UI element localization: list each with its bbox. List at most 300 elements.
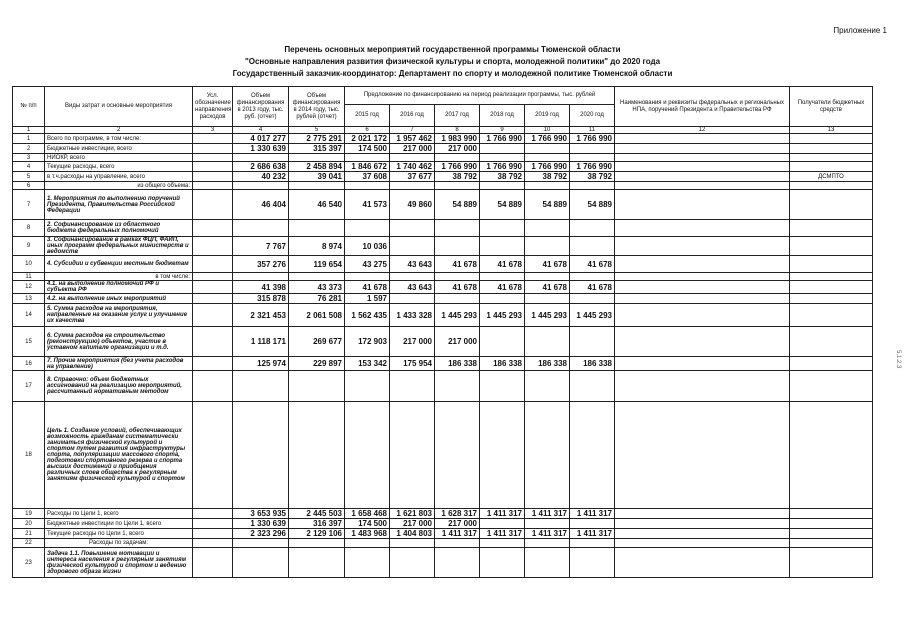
table-body [13,134,873,578]
table-row [13,182,873,190]
row-recipient-cell [790,162,873,172]
value-cell: 8 974 [289,237,345,256]
row-conditional-cell [193,304,233,327]
table-row [13,509,873,519]
row-name: 3. Софинансирование в рамках ФЦП, ФАИП, иных программ федеральных министерств и ведомств [45,237,193,256]
row-recipient-cell [790,519,873,529]
value-cell: 41 678 [570,281,615,294]
value-cell [289,220,345,237]
value-cell [435,273,480,281]
value-cell: 174 500 [345,144,390,154]
value-cell [525,182,570,190]
row-name: 8. Справочно: объем бюджетных ассигнований на реализацию мероприятий, рассчитанный нормативным методом [45,371,193,402]
value-cell [289,273,345,281]
value-cell: 217 000 [435,327,480,357]
value-cell: 269 677 [289,327,345,357]
value-cell: 38 792 [525,172,570,182]
value-cell [525,154,570,162]
row-conditional-cell [193,519,233,529]
value-cell: 1 445 293 [435,304,480,327]
value-cell: 1 621 803 [390,509,435,519]
value-cell [570,154,615,162]
value-cell: 357 276 [233,256,289,273]
column-number-cell: 9 [480,127,525,134]
activities-table [12,86,873,578]
value-cell: 1 846 672 [345,162,390,172]
value-cell: 217 000 [435,144,480,154]
col-header-conditional: Усл. обозначение направления расходов [193,87,233,127]
row-recipient-cell [790,357,873,371]
row-recipient-cell [790,182,873,190]
row-number: 10 [13,256,45,273]
value-cell [480,220,525,237]
value-cell: 41 678 [435,281,480,294]
value-cell: 41 573 [345,190,390,220]
value-cell [480,237,525,256]
appendix-label: Приложение 1 [833,26,887,35]
row-name: Расходы по задачам: [45,539,193,548]
value-cell: 1 597 [345,294,390,304]
row-conditional-cell [193,190,233,220]
row-number: 11 [13,273,45,281]
column-number-cell: 2 [45,127,193,134]
value-cell: 316 397 [289,519,345,529]
row-conditional-cell [193,182,233,190]
value-cell: 46 540 [289,190,345,220]
row-acts-cell [615,519,790,529]
row-number: 17 [13,371,45,402]
value-cell: 1 433 328 [390,304,435,327]
value-cell: 38 792 [570,172,615,182]
value-cell [345,154,390,162]
row-conditional-cell [193,509,233,519]
col-header-2018: 2018 год [480,105,525,127]
row-recipient-cell [790,304,873,327]
value-cell [570,220,615,237]
row-acts-cell [615,529,790,539]
value-cell [390,548,435,578]
value-cell: 38 792 [480,172,525,182]
row-number: 18 [13,402,45,509]
value-cell: 1 411 317 [435,529,480,539]
value-cell [435,539,480,548]
col-header-forecast: Предложение по финансированию на период реализации программы, тыс. рублей [345,87,615,105]
value-cell: 43 643 [390,281,435,294]
column-number-cell: 1 [13,127,45,134]
col-header-acts: Наименования и реквизиты федеральных и региональных НПА, поручений Президента и Правительства РФ [615,87,790,127]
row-conditional-cell [193,162,233,172]
row-recipient-cell [790,529,873,539]
value-cell: 37 677 [390,172,435,182]
value-cell [390,220,435,237]
value-cell [233,220,289,237]
row-number: 3 [13,154,45,162]
value-cell: 7 767 [233,237,289,256]
value-cell: 1 983 990 [435,134,480,144]
row-name: Текущие расходы по Цели 1, всего [45,529,193,539]
row-acts-cell [615,548,790,578]
row-acts-cell [615,144,790,154]
value-cell: 217 000 [390,144,435,154]
col-header-recipients: Получатели бюджетных средств [790,87,873,127]
table-row [13,294,873,304]
value-cell: 1 411 317 [570,529,615,539]
value-cell [480,182,525,190]
row-number: 23 [13,548,45,578]
value-cell: 1 445 293 [570,304,615,327]
value-cell: 1 957 462 [390,134,435,144]
row-acts-cell [615,304,790,327]
value-cell [435,154,480,162]
row-conditional-cell [193,357,233,371]
row-acts-cell [615,256,790,273]
table-row [13,190,873,220]
value-cell [435,371,480,402]
value-cell: 43 373 [289,281,345,294]
row-conditional-cell [193,154,233,162]
value-cell: 2 775 291 [289,134,345,144]
table-row [13,281,873,294]
value-cell [525,237,570,256]
value-cell: 1 766 990 [525,134,570,144]
value-cell [570,273,615,281]
col-header-2013: Объем финансирования в 2013 году, тыс. руб. (отчет) [233,87,289,127]
value-cell: 1 330 639 [233,519,289,529]
row-conditional-cell [193,529,233,539]
value-cell [289,154,345,162]
value-cell [570,519,615,529]
value-cell [289,402,345,509]
col-header-2016: 2016 год [390,105,435,127]
row-number: 7 [13,190,45,220]
row-number: 14 [13,304,45,327]
row-acts-cell [615,182,790,190]
side-mark: 5.1.2.3 [895,350,901,369]
row-number: 21 [13,529,45,539]
row-conditional-cell [193,402,233,509]
value-cell [390,273,435,281]
value-cell [570,327,615,357]
value-cell: 1 411 317 [570,509,615,519]
row-name: Бюджетные инвестиции, всего [45,144,193,154]
col-header-2019: 2019 год [525,105,570,127]
col-header-2017: 2017 год [435,105,480,127]
value-cell: 1 766 990 [480,162,525,172]
column-number-cell: 3 [193,127,233,134]
row-acts-cell [615,134,790,144]
value-cell: 2 021 172 [345,134,390,144]
row-recipient-cell [790,539,873,548]
value-cell: 1 562 435 [345,304,390,327]
value-cell: 186 338 [480,357,525,371]
table-row [13,256,873,273]
row-conditional-cell [193,172,233,182]
value-cell: 1 411 317 [525,509,570,519]
value-cell: 41 678 [525,256,570,273]
row-conditional-cell [193,548,233,578]
row-conditional-cell [193,144,233,154]
value-cell [233,371,289,402]
value-cell: 1 445 293 [480,304,525,327]
row-name: в т.ч.расходы на управление, всего [45,172,193,182]
value-cell: 217 000 [435,519,480,529]
value-cell [435,294,480,304]
value-cell [233,539,289,548]
value-cell: 41 678 [570,256,615,273]
value-cell: 4 017 277 [233,134,289,144]
table-row [13,273,873,281]
value-cell: 174 500 [345,519,390,529]
value-cell: 1 628 317 [435,509,480,519]
value-cell: 41 398 [233,281,289,294]
value-cell: 172 903 [345,327,390,357]
col-header-num: № п/п [13,87,45,127]
row-number: 1 [13,134,45,144]
value-cell: 54 889 [480,190,525,220]
row-recipient-cell [790,548,873,578]
value-cell [525,273,570,281]
table-row [13,548,873,578]
value-cell [480,548,525,578]
value-cell: 1 445 293 [525,304,570,327]
row-name: из общего объема: [45,182,193,190]
activities-table-wrapper [12,86,873,578]
value-cell: 153 342 [345,357,390,371]
value-cell: 41 678 [525,281,570,294]
row-number: 16 [13,357,45,371]
row-recipient-cell [790,144,873,154]
value-cell [480,273,525,281]
value-cell [233,154,289,162]
value-cell [525,294,570,304]
value-cell: 1 740 462 [390,162,435,172]
value-cell [525,144,570,154]
row-recipient-cell [790,509,873,519]
value-cell: 2 061 508 [289,304,345,327]
table-row [13,539,873,548]
row-name: 1. Мероприятия по выполнению поручений Президента, Правительства Российской Федерации [45,190,193,220]
row-name: 4. Субсидии и субвенции местным бюджетам [45,256,193,273]
value-cell: 54 889 [435,190,480,220]
value-cell [525,519,570,529]
value-cell: 2 445 503 [289,509,345,519]
row-recipient-cell [790,237,873,256]
value-cell: 39 041 [289,172,345,182]
row-acts-cell [615,273,790,281]
value-cell [390,539,435,548]
row-name: 4.2. на выполнение иных мероприятий [45,294,193,304]
value-cell [390,154,435,162]
row-number: 13 [13,294,45,304]
value-cell: 76 281 [289,294,345,304]
value-cell: 175 954 [390,357,435,371]
value-cell: 1 766 990 [480,134,525,144]
row-conditional-cell [193,134,233,144]
value-cell [345,220,390,237]
row-name: Бюджетные инвестиции по Цели 1, всего [45,519,193,529]
row-acts-cell [615,294,790,304]
value-cell: 1 411 317 [480,529,525,539]
value-cell [570,294,615,304]
value-cell [480,144,525,154]
row-name: 5. Сумма расходов на мероприятия, направленные на оказание услуг и улучшение их качества [45,304,193,327]
row-recipient-cell: ДСМПТО [790,172,873,182]
column-number-cell: 11 [570,127,615,134]
table-row [13,357,873,371]
table-row [13,304,873,327]
table-row [13,154,873,162]
row-conditional-cell [193,539,233,548]
value-cell: 49 860 [390,190,435,220]
value-cell: 1 766 990 [570,162,615,172]
value-cell: 119 654 [289,256,345,273]
row-number: 19 [13,509,45,519]
value-cell [525,371,570,402]
value-cell: 2 321 453 [233,304,289,327]
row-conditional-cell [193,273,233,281]
row-conditional-cell [193,294,233,304]
table-row [13,371,873,402]
value-cell: 1 411 317 [525,529,570,539]
value-cell [233,182,289,190]
value-cell [289,539,345,548]
row-recipient-cell [790,220,873,237]
value-cell: 54 889 [570,190,615,220]
row-conditional-cell [193,256,233,273]
header-line-2: "Основные направления развития физической культуры и спорта, молодежной политики" до 2020 года [244,57,661,66]
row-number: 20 [13,519,45,529]
row-number: 12 [13,281,45,294]
value-cell [390,371,435,402]
table-row [13,237,873,256]
col-header-2015: 2015 год [345,105,390,127]
row-acts-cell [615,220,790,237]
value-cell [345,182,390,190]
value-cell [570,144,615,154]
value-cell: 41 678 [345,281,390,294]
row-name: 6. Сумма расходов на строительство (реконструкцию) объектов, участие в уставном капитале организации и т.д. [45,327,193,357]
row-recipient-cell [790,402,873,509]
value-cell [525,402,570,509]
value-cell [345,371,390,402]
table-row [13,162,873,172]
value-cell: 1 766 990 [570,134,615,144]
value-cell: 2 129 106 [289,529,345,539]
value-cell [570,539,615,548]
value-cell [233,402,289,509]
value-cell [345,539,390,548]
column-number-cell: 10 [525,127,570,134]
row-acts-cell [615,237,790,256]
row-name: Текущие расходы, всего [45,162,193,172]
value-cell: 1 118 171 [233,327,289,357]
row-conditional-cell [193,281,233,294]
row-conditional-cell [193,220,233,237]
column-number-cell: 8 [435,127,480,134]
row-acts-cell [615,281,790,294]
value-cell [525,539,570,548]
table-row [13,134,873,144]
value-cell [570,237,615,256]
table-row [13,529,873,539]
value-cell: 41 678 [480,281,525,294]
row-acts-cell [615,172,790,182]
value-cell: 186 338 [435,357,480,371]
value-cell: 1 766 990 [525,162,570,172]
column-number-cell: 5 [289,127,345,134]
column-number-cell: 12 [615,127,790,134]
row-recipient-cell [790,371,873,402]
row-recipient-cell [790,134,873,144]
col-header-types: Виды затрат и основные мероприятия [45,87,193,127]
value-cell [390,182,435,190]
row-name: НИОКР, всего [45,154,193,162]
value-cell [435,182,480,190]
value-cell [390,402,435,509]
table-row [13,172,873,182]
value-cell [480,539,525,548]
value-cell [480,371,525,402]
value-cell: 3 653 935 [233,509,289,519]
row-recipient-cell [790,273,873,281]
value-cell: 2 458 894 [289,162,345,172]
row-name: Задача 1.1. Повышение мотивации и интереса населения к регулярным занятиям физической культурой и спортом и ведению здорового образа жизни [45,548,193,578]
column-number-cell: 7 [390,127,435,134]
row-acts-cell [615,357,790,371]
value-cell: 40 232 [233,172,289,182]
row-number: 15 [13,327,45,357]
value-cell: 217 000 [390,519,435,529]
table-row [13,402,873,509]
value-cell: 186 338 [525,357,570,371]
value-cell [525,548,570,578]
value-cell: 315 878 [233,294,289,304]
value-cell: 1 658 468 [345,509,390,519]
value-cell: 1 404 803 [390,529,435,539]
column-number-cell: 13 [790,127,873,134]
row-acts-cell [615,371,790,402]
header-line-1: Перечень основных мероприятий государственной программы Тюменской области [284,45,621,54]
row-recipient-cell [790,154,873,162]
value-cell: 1 766 990 [435,162,480,172]
value-cell [233,273,289,281]
row-acts-cell [615,162,790,172]
value-cell [289,182,345,190]
value-cell [435,237,480,256]
value-cell: 2 323 296 [233,529,289,539]
row-number: 22 [13,539,45,548]
value-cell [570,402,615,509]
row-name: 2. Софинансирование из областного бюджета федеральных полномочий [45,220,193,237]
value-cell: 37 608 [345,172,390,182]
row-conditional-cell [193,371,233,402]
value-cell [570,371,615,402]
value-cell: 1 411 317 [480,509,525,519]
column-number-cell: 4 [233,127,289,134]
value-cell: 229 897 [289,357,345,371]
value-cell: 10 036 [345,237,390,256]
row-name: Всего по программе, в том числе: [45,134,193,144]
col-header-2014: Объем финансирования в 2014 году, тыс. рублей (отчет) [289,87,345,127]
value-cell: 125 974 [233,357,289,371]
value-cell [289,548,345,578]
value-cell [525,220,570,237]
row-acts-cell [615,509,790,519]
value-cell: 1 330 639 [233,144,289,154]
value-cell [570,182,615,190]
row-recipient-cell [790,294,873,304]
table-row [13,144,873,154]
